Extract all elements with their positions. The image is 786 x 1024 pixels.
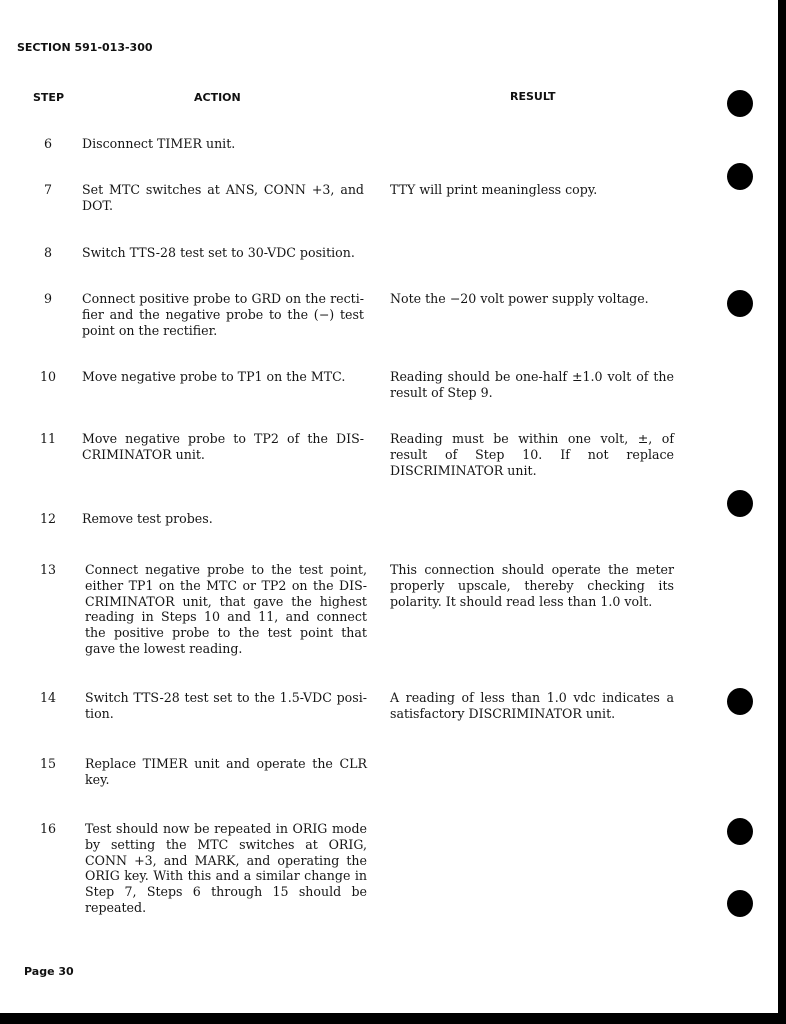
punch-hole — [727, 90, 753, 117]
step-action: Connect negative probe to the test point, either TP1 on the MTC or TP2 on the DISCRIMINATOR unit, that gave the highest reading in Steps 10 and 11, and connect the positive probe to the test point that gave the lowest reading. — [85, 562, 367, 656]
column-header-step: STEP — [33, 91, 65, 104]
step-number: 9 — [43, 291, 52, 306]
step-action: Test should now be repeated in ORIG mode by setting the MTC switches at ORIG, CONN +3, and MARK, and operating the ORIG key. With this and a similar change in Step 7, Steps 6 through 15 should be repeated. — [85, 821, 367, 915]
column-header-result: RESULT — [510, 90, 556, 103]
punch-hole — [727, 688, 753, 715]
step-action: Move negative probe to TP2 of the DISCRIMINATOR unit. — [82, 431, 364, 462]
punch-hole — [727, 290, 753, 317]
column-header-action: ACTION — [194, 91, 241, 104]
step-number: 16 — [39, 821, 57, 836]
punch-hole — [727, 890, 753, 917]
step-action: Connect positive probe to GRD on the rectifier and the negative probe to the (−) test point on the rectifier. — [82, 291, 364, 338]
step-number: 15 — [39, 756, 57, 771]
punch-hole — [727, 163, 753, 190]
step-action: Remove test probes. — [82, 511, 213, 526]
punch-hole — [727, 818, 753, 845]
step-action: Set MTC switches at ANS, CONN +3, and DOT. — [82, 182, 364, 213]
step-action: Replace TIMER unit and operate the CLR key. — [85, 756, 367, 787]
step-number: 7 — [43, 182, 52, 197]
step-number: 10 — [39, 369, 57, 384]
section-header: SECTION 591-013-300 — [17, 41, 153, 54]
step-number: 13 — [39, 562, 57, 577]
step-number: 11 — [39, 431, 57, 446]
step-result: Reading must be within one volt, ±, of result of Step 10. If not replace DISCRIMINATOR unit. — [390, 431, 674, 478]
step-result: This connection should operate the meter properly upscale, thereby checking its polarity. It should read less than 1.0 volt. — [390, 562, 674, 609]
step-action: Switch TTS-28 test set to the 1.5-VDC position. — [85, 690, 367, 721]
step-number: 14 — [39, 690, 57, 705]
step-number: 12 — [39, 511, 57, 526]
step-number: 8 — [43, 245, 52, 260]
step-result: A reading of less than 1.0 vdc indicates a satisfactory DISCRIMINATOR unit. — [390, 690, 674, 721]
step-result: TTY will print meaningless copy. — [390, 182, 598, 197]
step-number: 6 — [43, 136, 52, 151]
step-action: Disconnect TIMER unit. — [82, 136, 236, 151]
step-result: Reading should be one-half ±1.0 volt of the result of Step 9. — [390, 369, 674, 400]
step-result: Note the −20 volt power supply voltage. — [390, 291, 649, 306]
step-action: Switch TTS-28 test set to 30-VDC position. — [82, 245, 355, 260]
page-number: Page 30 — [24, 965, 74, 978]
punch-hole — [727, 490, 753, 517]
step-action: Move negative probe to TP1 on the MTC. — [82, 369, 346, 384]
